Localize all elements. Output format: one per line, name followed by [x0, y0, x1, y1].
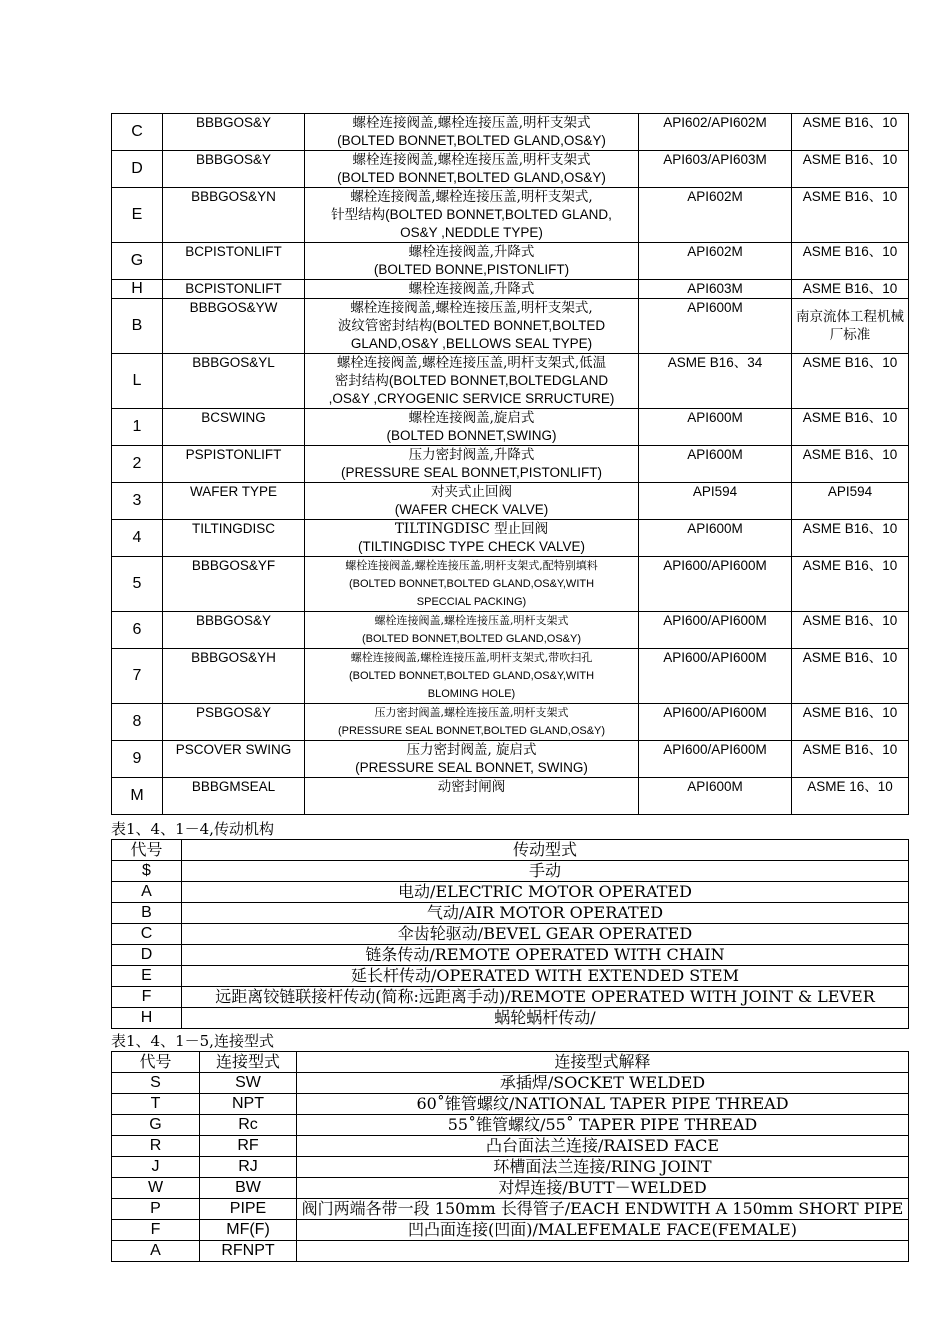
- valve-model: BBBGOS&Y: [163, 612, 305, 649]
- actuator-code: A: [112, 882, 182, 903]
- description-line: 螺栓连接阀盖,螺栓连接压盖,明杆支架式: [352, 115, 591, 131]
- valve-standard-design: API600/API600M: [639, 741, 792, 778]
- connection-description: [297, 1241, 909, 1262]
- description-line: OS&Y ,NEDDLE TYPE): [400, 225, 543, 240]
- connection-code: S: [112, 1073, 200, 1094]
- table-row: [112, 299, 909, 354]
- header-code: 代号: [112, 840, 182, 861]
- valve-standard-design: ASME B16、34: [639, 354, 792, 409]
- connection-description: 对焊连接/BUTT－WELDED: [297, 1178, 909, 1199]
- connection-type: RFNPT: [200, 1241, 297, 1262]
- table-row: [112, 483, 909, 520]
- valve-type-table: [111, 113, 909, 815]
- valve-model: BBBGOS&YH: [163, 649, 305, 704]
- connection-code: J: [112, 1157, 200, 1178]
- valve-standard-length: ASME B16、10: [792, 354, 909, 409]
- actuator-type: 电动/ELECTRIC MOTOR OPERATED: [182, 882, 909, 903]
- description-line: 压力密封阀盖,螺栓连接压盖,明杆支架式: [374, 706, 569, 719]
- valve-standard-design: API600/API600M: [639, 704, 792, 741]
- description-line: 压力密封阀盖, 旋启式: [406, 742, 537, 758]
- valve-description: [305, 778, 639, 815]
- valve-description: [305, 483, 639, 520]
- description-line: 动密封闸阀: [437, 779, 506, 795]
- valve-code: 9: [112, 741, 163, 778]
- valve-code: 3: [112, 483, 163, 520]
- description-line: 螺栓连接阀盖,螺栓连接压盖,明杆支架式: [352, 152, 591, 168]
- valve-model: BBBGOS&YN: [163, 188, 305, 243]
- valve-code: 4: [112, 520, 163, 557]
- valve-model: TILTINGDISC: [163, 520, 305, 557]
- table-row: [112, 1115, 909, 1136]
- valve-code: 8: [112, 704, 163, 741]
- valve-standard-design: API600/API600M: [639, 612, 792, 649]
- description-line: 螺栓连接阀盖,螺栓连接压盖,明杆支架式,: [350, 189, 593, 205]
- table-row: [112, 1241, 909, 1262]
- connection-table: [111, 1051, 909, 1262]
- description-line: (BOLTED BONNET,BOLTED GLAND,OS&Y): [337, 133, 606, 148]
- description-line: 螺栓连接阀盖,螺栓连接压盖,明杆支架式,带吹扫孔: [350, 651, 593, 664]
- valve-standard-design: API600M: [639, 299, 792, 354]
- table-row: [112, 151, 909, 188]
- valve-code: 5: [112, 557, 163, 612]
- table-row: [112, 409, 909, 446]
- description-line: (WAFER CHECK VALVE): [394, 502, 549, 517]
- valve-standard-design: API602/API602M: [639, 114, 792, 151]
- valve-standard-length: ASME 16、10: [792, 778, 909, 815]
- table-row: [112, 1178, 909, 1199]
- valve-standard-design: API600M: [639, 409, 792, 446]
- description-line: (BOLTED BONNE,PISTONLIFT): [373, 262, 570, 277]
- actuator-type: 延长杆传动/OPERATED WITH EXTENDED STEM: [182, 966, 909, 987]
- valve-description: [305, 649, 639, 704]
- valve-model: BBBGOS&Y: [163, 151, 305, 188]
- valve-standard-design: API602M: [639, 188, 792, 243]
- actuator-code: H: [112, 1008, 182, 1029]
- table-row: [112, 114, 909, 151]
- table-row: [112, 1073, 909, 1094]
- actuator-code: C: [112, 924, 182, 945]
- actuator-type: 伞齿轮驱动/BEVEL GEAR OPERATED: [182, 924, 909, 945]
- valve-model: BBBGOS&YL: [163, 354, 305, 409]
- table-row: [112, 704, 909, 741]
- valve-standard-length: ASME B16、10: [792, 243, 909, 280]
- description-line: 密封结构(BOLTED BONNET,BOLTEDGLAND: [334, 373, 609, 388]
- valve-code: L: [112, 354, 163, 409]
- valve-model: BBBGOS&YW: [163, 299, 305, 354]
- connection-type: PIPE: [200, 1199, 297, 1220]
- valve-code: G: [112, 243, 163, 280]
- table-row: [112, 741, 909, 778]
- connection-type: BW: [200, 1178, 297, 1199]
- description-line: (PRESSURE SEAL BONNET, SWING): [355, 760, 588, 775]
- description-line: 针型结构(BOLTED BONNET,BOLTED GLAND,: [331, 207, 612, 222]
- connection-type: SW: [200, 1073, 297, 1094]
- actuator-code: F: [112, 987, 182, 1008]
- actuator-code: E: [112, 966, 182, 987]
- connection-code: R: [112, 1136, 200, 1157]
- description-line: (PRESSURE SEAL BONNET,BOLTED GLAND,OS&Y): [337, 725, 606, 737]
- valve-standard-length: ASME B16、10: [792, 280, 909, 299]
- connection-type: RF: [200, 1136, 297, 1157]
- valve-model: BBBGOS&YF: [163, 557, 305, 612]
- valve-code: 7: [112, 649, 163, 704]
- actuator-code: B: [112, 903, 182, 924]
- valve-description: [305, 188, 639, 243]
- valve-standard-design: API603/API603M: [639, 151, 792, 188]
- table-row: [112, 1094, 909, 1115]
- description-line: (BOLTED BONNET,BOLTED GLAND,OS&Y,WITH: [348, 578, 595, 590]
- connection-type: RJ: [200, 1157, 297, 1178]
- header-type: 传动型式: [182, 840, 909, 861]
- valve-description: [305, 704, 639, 741]
- connection-description: 环槽面法兰连接/RING JOINT: [297, 1157, 909, 1178]
- description-line: 螺栓连接阀盖,升降式: [408, 281, 535, 297]
- actuator-type: 蜗轮蜗杆传动/: [182, 1008, 909, 1029]
- connection-type: MF(F): [200, 1220, 297, 1241]
- table-row: [112, 945, 909, 966]
- description-line: (BOLTED BONNET,BOLTED GLAND,OS&Y): [337, 170, 606, 185]
- connection-description: 凹凸面连接(凹面)/MALEFEMALE FACE(FEMALE): [297, 1220, 909, 1241]
- description-line: 螺栓连接阀盖,螺栓连接压盖,明杆支架式,: [350, 300, 593, 316]
- valve-code: D: [112, 151, 163, 188]
- description-line: TILTINGDISC 型止回阀: [394, 521, 549, 537]
- table-row: [112, 446, 909, 483]
- valve-code: E: [112, 188, 163, 243]
- connection-code: G: [112, 1115, 200, 1136]
- table-row: [112, 1008, 909, 1029]
- valve-description: [305, 446, 639, 483]
- valve-code: C: [112, 114, 163, 151]
- description-line: (BOLTED BONNET,SWING): [386, 428, 557, 443]
- table-row: [112, 987, 909, 1008]
- description-line: SPECCIAL PACKING): [416, 596, 527, 608]
- valve-standard-design: API600/API600M: [639, 649, 792, 704]
- valve-standard-length: 南京流体工程机械厂标准: [792, 299, 909, 354]
- description-line: 对夹式止回阀: [431, 484, 512, 500]
- description-line: 螺栓连接阀盖,升降式: [408, 244, 535, 260]
- actuator-type: 手动: [182, 861, 909, 882]
- valve-code: M: [112, 778, 163, 815]
- table-row: [112, 924, 909, 945]
- table-header-row: [112, 840, 909, 861]
- table-4-title: 表1、4、1－4,传动机构: [111, 820, 274, 838]
- table-row: [112, 966, 909, 987]
- table-row: [112, 1199, 909, 1220]
- valve-code: 1: [112, 409, 163, 446]
- valve-standard-design: API602M: [639, 243, 792, 280]
- valve-standard-length: ASME B16、10: [792, 704, 909, 741]
- table-row: [112, 520, 909, 557]
- valve-standard-length: API594: [792, 483, 909, 520]
- valve-description: [305, 741, 639, 778]
- table-row: [112, 1157, 909, 1178]
- table-row: [112, 612, 909, 649]
- valve-standard-length: ASME B16、10: [792, 114, 909, 151]
- valve-model: PSPISTONLIFT: [163, 446, 305, 483]
- valve-standard-length: ASME B16、10: [792, 741, 909, 778]
- connection-description: 阀门两端各带一段 150mm 长得管子/EACH ENDWITH A 150mm SHORT PIPE: [297, 1199, 909, 1220]
- valve-description: [305, 354, 639, 409]
- connection-description: 凸台面法兰连接/RAISED FACE: [297, 1136, 909, 1157]
- table-row: [112, 882, 909, 903]
- table-row: [112, 354, 909, 409]
- table-row: [112, 280, 909, 299]
- valve-code: H: [112, 280, 163, 299]
- actuator-type: 链条传动/REMOTE OPERATED WITH CHAIN: [182, 945, 909, 966]
- valve-description: [305, 243, 639, 280]
- description-line: 波纹管密封结构(BOLTED BONNET,BOLTED: [337, 318, 606, 333]
- header-code: 代号: [112, 1052, 200, 1073]
- description-line: 螺栓连接阀盖,螺栓连接压盖,明杆支架式: [374, 614, 569, 627]
- header-desc: 连接型式解释: [297, 1052, 909, 1073]
- header-type: 连接型式: [200, 1052, 297, 1073]
- valve-standard-design: API600/API600M: [639, 557, 792, 612]
- table-row: [112, 903, 909, 924]
- table-row: [112, 1136, 909, 1157]
- actuator-table: [111, 839, 909, 1029]
- connection-code: F: [112, 1220, 200, 1241]
- actuator-type: 远距离铰链联接杆传动(简称:远距离手动)/REMOTE OPERATED WITH JOINT & LEVER: [182, 987, 909, 1008]
- valve-model: PSCOVER SWING: [163, 741, 305, 778]
- valve-description: [305, 557, 639, 612]
- connection-type: NPT: [200, 1094, 297, 1115]
- valve-model: BBBGMSEAL: [163, 778, 305, 815]
- valve-model: WAFER TYPE: [163, 483, 305, 520]
- connection-description: 承插焊/SOCKET WELDED: [297, 1073, 909, 1094]
- connection-type: Rc: [200, 1115, 297, 1136]
- valve-code: 2: [112, 446, 163, 483]
- valve-standard-length: ASME B16、10: [792, 557, 909, 612]
- connection-code: A: [112, 1241, 200, 1262]
- valve-standard-length: ASME B16、10: [792, 446, 909, 483]
- connection-code: P: [112, 1199, 200, 1220]
- table-row: [112, 861, 909, 882]
- description-line: 螺栓连接阀盖,螺栓连接压盖,明杆支架式,配特别填料: [345, 559, 598, 572]
- valve-description: [305, 612, 639, 649]
- actuator-code: D: [112, 945, 182, 966]
- connection-code: W: [112, 1178, 200, 1199]
- description-line: ,OS&Y ,CRYOGENIC SERVICE SRRUCTURE): [328, 391, 615, 406]
- valve-standard-length: ASME B16、10: [792, 520, 909, 557]
- valve-model: BBBGOS&Y: [163, 114, 305, 151]
- description-line: (BOLTED BONNET,BOLTED GLAND,OS&Y): [361, 633, 582, 645]
- table-5-title: 表1、4、1－5,连接型式: [111, 1032, 274, 1050]
- valve-description: [305, 114, 639, 151]
- valve-standard-length: ASME B16、10: [792, 151, 909, 188]
- description-line: GLAND,OS&Y ,BELLOWS SEAL TYPE): [350, 336, 593, 351]
- connection-description: 60˚锥管螺纹/NATIONAL TAPER PIPE THREAD: [297, 1094, 909, 1115]
- valve-description: [305, 409, 639, 446]
- description-line: (TILTINGDISC TYPE CHECK VALVE): [357, 539, 586, 554]
- valve-description: [305, 299, 639, 354]
- valve-model: PSBGOS&Y: [163, 704, 305, 741]
- actuator-code: $: [112, 861, 182, 882]
- description-line: BLOMING HOLE): [427, 688, 516, 700]
- table-row: [112, 1220, 909, 1241]
- description-line: 螺栓连接阀盖,旋启式: [408, 410, 535, 426]
- description-line: (BOLTED BONNET,BOLTED GLAND,OS&Y,WITH: [348, 670, 595, 682]
- valve-model: BCSWING: [163, 409, 305, 446]
- valve-standard-design: API600M: [639, 446, 792, 483]
- valve-standard-design: API594: [639, 483, 792, 520]
- connection-code: T: [112, 1094, 200, 1115]
- description-line: 压力密封阀盖,升降式: [408, 447, 535, 463]
- table-row: [112, 649, 909, 704]
- valve-code: 6: [112, 612, 163, 649]
- table-row: [112, 188, 909, 243]
- valve-model: BCPISTONLIFT: [163, 280, 305, 299]
- table-header-row: [112, 1052, 909, 1073]
- valve-description: [305, 280, 639, 299]
- valve-description: [305, 151, 639, 188]
- table-row: [112, 243, 909, 280]
- description-line: (PRESSURE SEAL BONNET,PISTONLIFT): [340, 465, 603, 480]
- valve-model: BCPISTONLIFT: [163, 243, 305, 280]
- valve-standard-length: ASME B16、10: [792, 612, 909, 649]
- valve-standard-length: ASME B16、10: [792, 409, 909, 446]
- table-row: [112, 557, 909, 612]
- valve-standard-design: API603M: [639, 280, 792, 299]
- valve-standard-length: ASME B16、10: [792, 188, 909, 243]
- valve-standard-design: API600M: [639, 520, 792, 557]
- valve-code: B: [112, 299, 163, 354]
- description-line: 螺栓连接阀盖,螺栓连接压盖,明杆支架式,低温: [336, 355, 607, 371]
- valve-description: [305, 520, 639, 557]
- table-row: [112, 778, 909, 815]
- valve-standard-design: API600M: [639, 778, 792, 815]
- actuator-type: 气动/AIR MOTOR OPERATED: [182, 903, 909, 924]
- connection-description: 55˚锥管螺纹/55˚ TAPER PIPE THREAD: [297, 1115, 909, 1136]
- valve-standard-length: ASME B16、10: [792, 649, 909, 704]
